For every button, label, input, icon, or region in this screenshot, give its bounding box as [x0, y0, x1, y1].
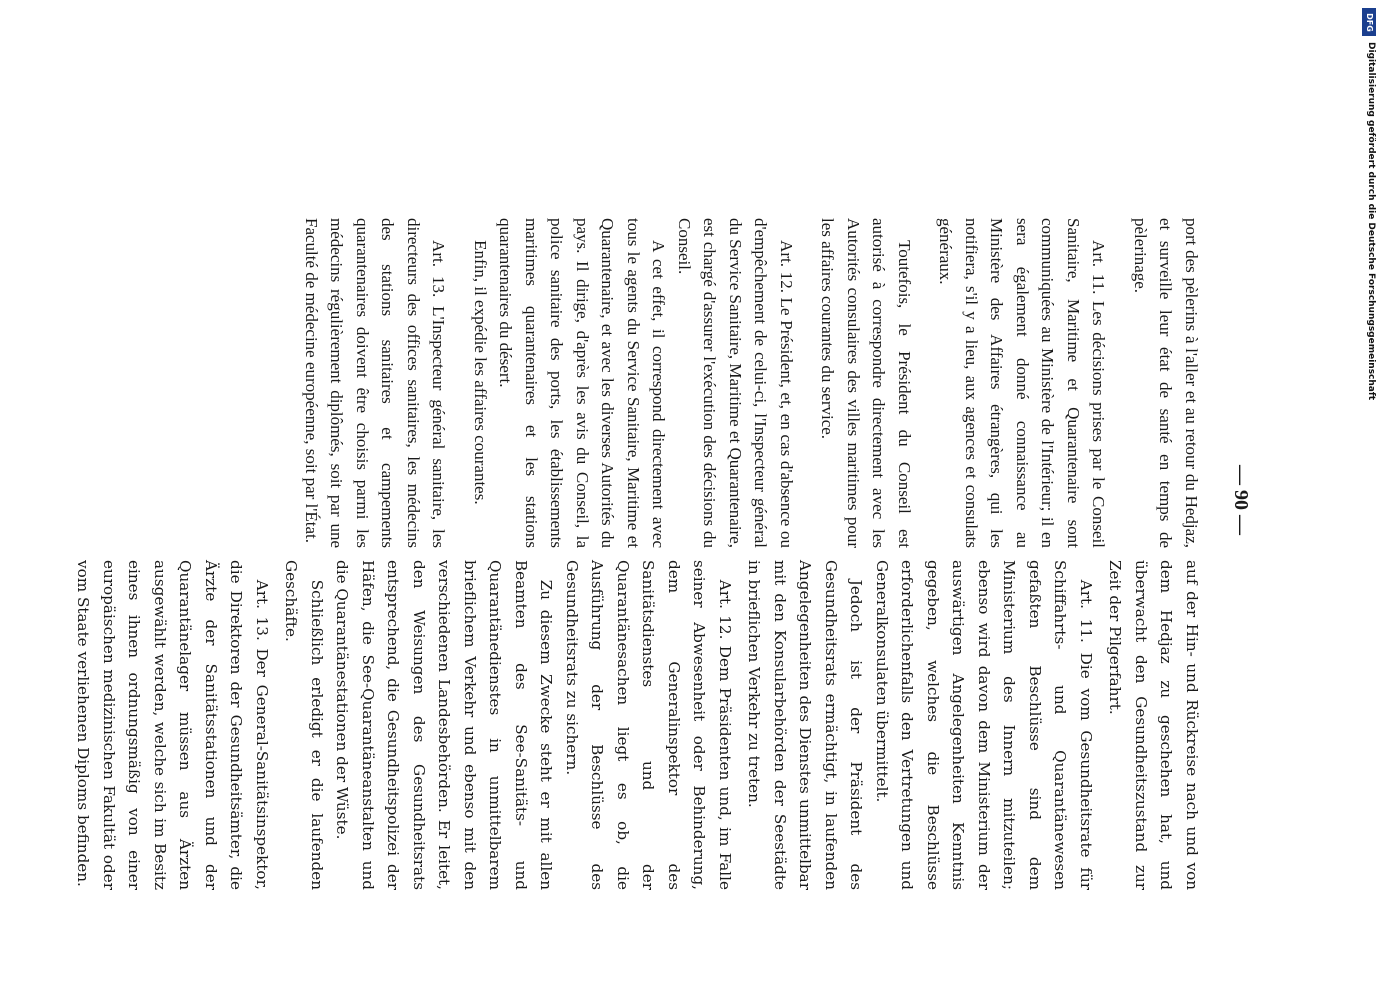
de-paragraph-art13: Art. 13. Der General-Sanitätsinspektor, die Direktoren der Gesundheitsämter, die Ärzte der Sanitätsstationen und der Quarantänelager müssen aus Ärzten ausgewählt werden, welche sich im Besitz eines ihnen ordnungsmäßig von einer europäischen medizinischen Fakultät oder vom Staate verliehenen Diploms befinden.: [74, 560, 271, 890]
dfg-logo: DFG: [1362, 8, 1376, 36]
german-column: [70, 560, 1204, 890]
fr-paragraph-art11-toutefois: Toutefois, le Président du Conseil est autorisé à correspondre directement avec les Autorités consulaires des villes maritimes pour les affaires courantes du service.: [818, 218, 914, 548]
french-column: [298, 218, 1204, 548]
de-paragraph-art11: Art. 11. Die vom Gesundheitsrate für Schiffahrts- und Quarantänewesen gefaßten Beschlüsse sind dem Ministerium des Innern mitzuteilen; ebenso wird davon dem Ministerium der auswärtigen Angelegenheiten Kenntnis gegeben, welches die Beschlüsse erforderlichenfalls den Vertretungen und Generalkonsulaten übermittelt.: [872, 560, 1095, 890]
fr-paragraph-art12-enfin: Enfin, il expédie les affaires courantes.: [470, 240, 490, 505]
de-paragraph-art11-jedoch: Jedoch ist der Präsident des Gesundheitsrats ermächtigt, in laufenden Angelegenheiten des Dienstes unmittelbar mit den Konsularbehörden der Seestädte in brieflichen Verkehr zu treten.: [745, 560, 865, 890]
fr-paragraph-art12: Art. 12. Le Président, et, en cas d'absence ou d'empêchement de celui-ci, l'Inspecteur général du Service Sanitaire, Maritime et Quarantenaire, est chargé d'assurer l'exécution des décisions du Conseil.: [674, 218, 796, 548]
fr-paragraph-continuation: port des pèlerins à l'aller et au retour du Hedjaz, et surveille leur état de santé en temps de pèlerinage.: [1130, 218, 1201, 548]
document-page: [74, 50, 1292, 950]
de-paragraph-art12: Art. 12. Dem Präsidenten und, im Falle seiner Abwesenheit oder Behinderung, dem Generalinspektor des Sanitätsdienstes und der Quarantänesachen liegt es ob, die Ausführung der Beschlüsse des Gesundheitsrats zu sichern.: [562, 560, 734, 890]
funding-note: Digitalisierung gefördert durch die Deutsche Forschungsgemeinschaft: [1366, 42, 1376, 401]
fr-paragraph-art13: Art. 13. L'Inspecteur général sanitaire, les directeurs des offices sanitaires, les médecins des stations sanitaires et campements quarantenaires doivent être choisis parmi les médecins régulièrement diplômés, soit par une Faculté de médecine européenne, soit par l'État.: [301, 218, 448, 548]
funding-notice: [1362, 8, 1376, 401]
de-paragraph-art12-zweck: Zu diesem Zwecke steht er mit allen Beamten des See-Sanitäts- und Quarantänedienstes in unmittelbarem brieflichem Verkehr und ebenso mit den verschiedenen Landesbehörden. Er leitet, den Weisungen des Gesundheitsrats entsprechend, die Gesundheitspolizei der Häfen, die See-Quarantäneanstalten und die Quarantänestationen der Wüste.: [333, 560, 555, 890]
fr-paragraph-art12-effet: A cet effet, il correspond directement avec tous le agents du Service Sanitaire, Maritime et Quarantenaire, et avec les diverses Autorités du pays. Il dirige, d'après les avis du Conseil, la police sanitaire des ports, les établissements maritimes quarantenaires et les stations quarantenaires du désert.: [496, 218, 668, 548]
page-number: — 90 —: [1229, 465, 1252, 535]
de-paragraph-art12-schliesslich: Schließlich erledigt er die laufenden Geschäfte.: [282, 560, 326, 890]
de-paragraph-continuation: auf der Hin- und Rückreise nach und von dem Hedjaz zu geschehen hat, und überwacht den Gesundheitszustand zur Zeit der Pilgerfahrt.: [1106, 560, 1201, 890]
fr-paragraph-art11: Art. 11. Les décisions prises par le Conseil Sanitaire, Maritime et Quarantenaire sont communiquées au Ministère de l'Intérieur; il en sera également donné connaissance au Ministère des Affaires étrangères, qui les notifiera, s'il y a lieu, aux agences et consulats généraux.: [936, 218, 1108, 548]
